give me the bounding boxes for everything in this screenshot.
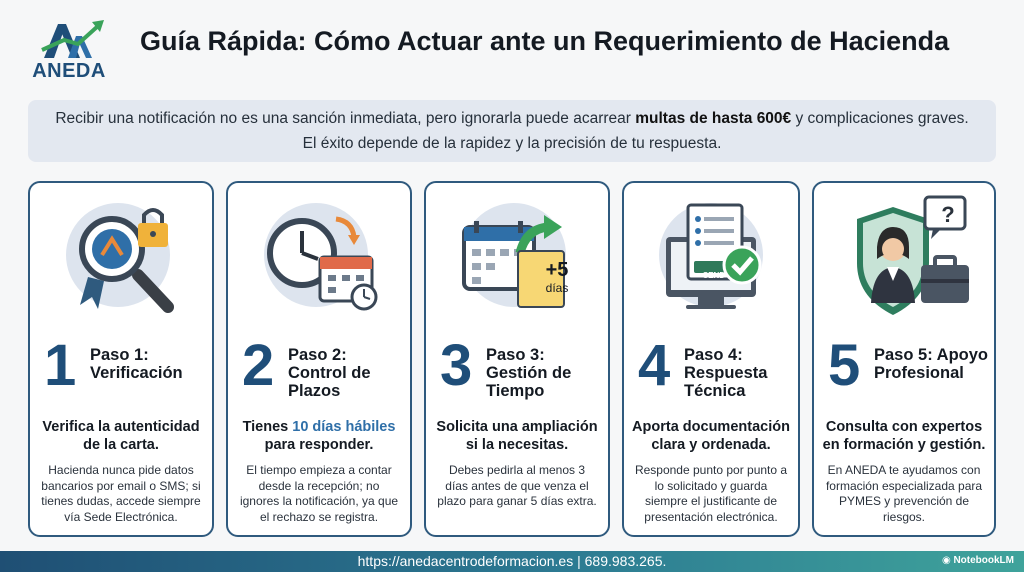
step-number: 1 [44,333,77,398]
step-title: Paso 1: Verificación [90,346,183,382]
step-heading: Aporta documentación clara y ordenada. [632,419,790,453]
step-title: Paso 3: Gestión de Tiempo [486,346,572,400]
step-4-illustration [624,193,798,328]
magnifier-lock-icon [46,193,196,328]
step-number: 4 [638,333,671,398]
step-5-illustration [814,193,994,328]
step-body: Debes pedirla al menos 3 días antes de que venza el plazo para ganar 5 días extra. [437,463,597,508]
logo-mark-icon [24,14,114,62]
intro-banner [28,100,996,162]
clock-calendar-icon [244,193,394,328]
extension-plus-five: +5 [545,259,569,281]
step-3-illustration [426,193,608,328]
step-body: Hacienda nunca pide datos bancarios por email o SMS; si tienes dudas, accede siempre vía Sede Electrónica. [41,463,201,524]
step-2-illustration [228,193,410,328]
step-title: Paso 4: Respuesta Técnica [684,346,768,400]
aneda-logo [24,14,114,80]
intro-text-a: Recibir una notificación no es una sanción inmediata, pero ignorarla puede acarrear [55,110,636,127]
steps-cards [28,181,998,539]
step-body: En ANEDA te ayudamos con formación especializada para PYMES y prevención de riesgos. [825,463,983,524]
step-heading: Consulta con expertos en formación y gestión. [822,419,986,453]
notebooklm-watermark: ◉ NotebookLM [941,555,1014,566]
step-card-4 [622,181,800,537]
step-1-illustration [30,193,212,328]
document-send-icon [636,193,786,328]
intro-line-1 [28,106,996,131]
intro-bold-fine: multas de hasta 600€ [635,110,792,127]
step-body: Responde punto por punto a lo solicitado y guarda siempre el justificante de presentación electrónica. [634,463,788,524]
intro-line-2: El éxito depende de la rapidez y la precisión de tu respuesta. [302,135,722,152]
step-title: Paso 2: Control de Plazos [288,346,371,400]
deadline-highlight: 10 días hábiles [292,419,396,435]
step-number: 3 [440,333,473,398]
step-card-2 [226,181,412,537]
footer-contact[interactable]: https://anedacentrodeformacion.es | 689.983.265. [357,553,667,569]
step-body: El tiempo empieza a contar desde la recepción; no ignores la notificación, ya que el rechazo se registra. [239,463,399,524]
step-number: 2 [242,333,275,398]
extension-note [534,259,580,295]
step-heading: Solicita una ampliación si la necesitas. [436,419,598,453]
extension-days: días [545,281,569,295]
footer-bar [0,551,1024,572]
question-bubble: ? [941,202,955,227]
send-label: SEND [702,271,726,280]
step-card-5 [812,181,996,537]
header [0,0,1024,90]
step-card-1 [28,181,214,537]
step-number: 5 [828,333,861,398]
step-title: Paso 5: Apoyo Profesional [874,346,988,382]
logo-text: ANEDA [32,60,106,82]
intro-text-b: y complicaciones graves. [791,110,969,127]
page-title: Guía Rápida: Cómo Actuar ante un Requerimiento de Hacienda [140,26,950,56]
step-heading: Tienes 10 días hábiles para responder. [242,419,396,453]
step-heading: Verifica la autenticidad de la carta. [42,419,200,453]
notebooklm-icon: ◉ [941,555,951,566]
step-card-3 [424,181,610,537]
